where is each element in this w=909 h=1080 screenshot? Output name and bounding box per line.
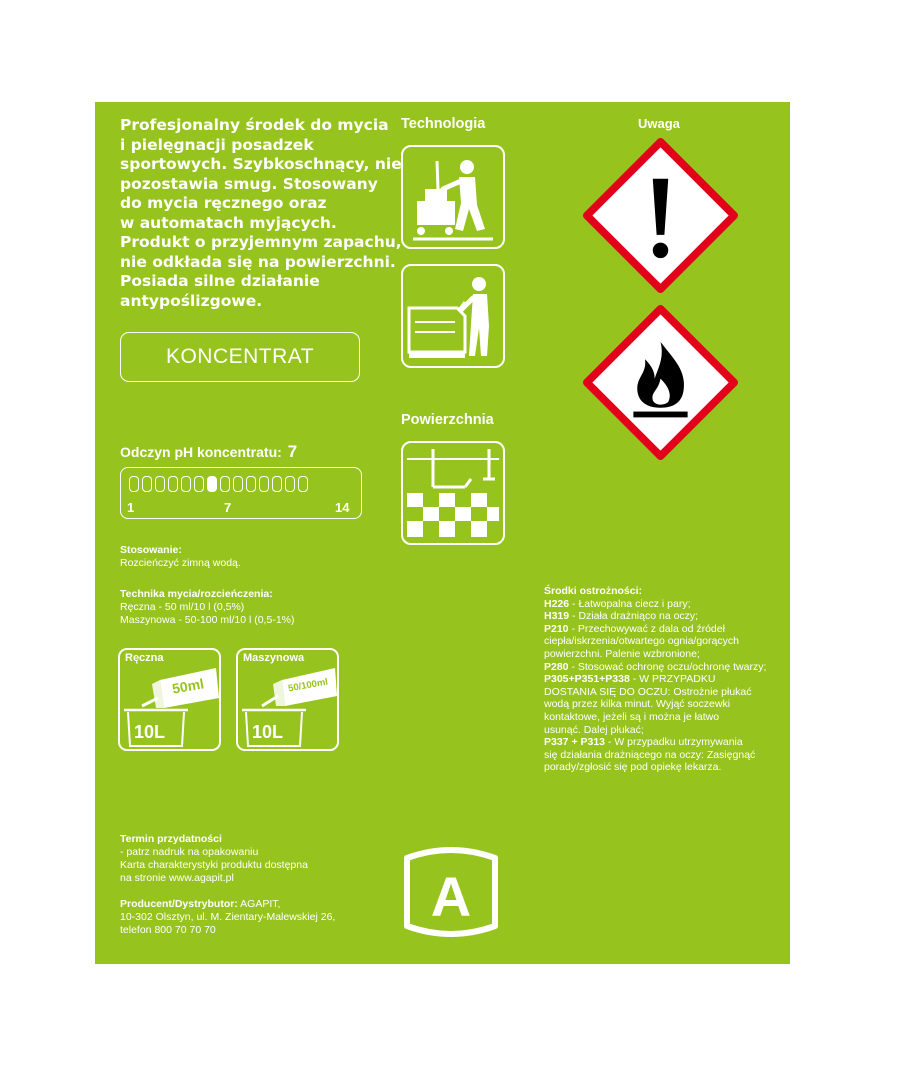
ph-scale [120, 467, 362, 519]
precaution-line [544, 648, 766, 661]
technologia-heading: Technologia [401, 116, 486, 132]
uwaga-heading: Uwaga [638, 116, 680, 131]
dosage-volume: 10L [134, 722, 166, 742]
producent-title: Producent/Dystrybutor: [120, 898, 238, 910]
stosowanie-section [120, 544, 241, 570]
precaution-code: P305+P351+P338 [544, 673, 630, 686]
ph-cell [220, 476, 230, 492]
technika-title: Technika mycia/rozcieńczenia: [120, 588, 273, 600]
precaution-code: H226 [544, 597, 570, 610]
precaution-line [544, 610, 766, 623]
termin-line: na stronie www.agapit.pl [120, 872, 234, 884]
description-line: sportowych. Szybkoschnący, nie [120, 155, 402, 173]
precaution-code: H319 [544, 610, 570, 623]
technika-section [120, 588, 295, 627]
dosage-label: Maszynowa [243, 652, 305, 664]
ph-cell [155, 476, 165, 492]
description-line: Produkt o przyjemnym zapachu, [120, 233, 402, 251]
precaution-text: - Działa drażniąco na oczy; [569, 610, 699, 623]
precaution-text: ciepła/iskrzenia/otwartego ognia/gorących [544, 635, 739, 648]
stosowanie-title: Stosowanie: [120, 544, 182, 556]
powierzchnia-heading: Powierzchnia [401, 412, 494, 428]
sports-floor-surface-icon [401, 441, 505, 545]
ph-cell [194, 476, 204, 492]
dosage-box-machine [236, 648, 339, 751]
koncentrat-badge: KONCENTRAT [120, 332, 360, 382]
logo-letter: A [430, 865, 472, 928]
precaution-line [544, 761, 766, 774]
precaution-text: - W PRZYPADKU [629, 673, 716, 686]
dosage-label: Ręczna [125, 652, 164, 664]
precaution-text: - Przechowywać z dala od źródeł [568, 622, 725, 635]
precautions-title [544, 585, 766, 598]
precaution-line [544, 686, 766, 699]
precaution-code: P280 [544, 660, 569, 673]
description-line: nie odkłada się na powierzchni. [120, 252, 396, 271]
precaution-code: P210 [544, 622, 569, 635]
producent-first-line [120, 898, 335, 911]
producent-line: 10-302 Olsztyn, ul. M. Zientary-Malewskiej 26, [120, 911, 336, 923]
dosage-box-manual [118, 648, 221, 751]
ph-cell [233, 476, 243, 492]
ph-cell [168, 476, 178, 492]
ph-cell [142, 476, 152, 492]
termin-line: Karta charakterystyki produktu dostępna [120, 859, 308, 871]
ph-cell [272, 476, 282, 492]
ph-scale-min: 1 [127, 500, 135, 515]
dosage-volume: 10L [252, 722, 284, 742]
exclamation-mark-icon [583, 138, 738, 293]
precaution-line [544, 736, 766, 749]
precaution-code: P337 + P313 [544, 736, 606, 749]
precaution-line [544, 623, 766, 636]
termin-title: Termin przydatności [120, 833, 222, 845]
precaution-text: powierzchni. Palenie wzbronione; [544, 647, 700, 660]
dosage-amount: 50/100ml [287, 676, 329, 695]
precaution-text: DOSTANIA SIĘ DO OCZU: Ostrożnie płukać [544, 685, 752, 698]
technika-line: Ręczna - 50 ml/10 l (0,5%) [120, 601, 245, 613]
precaution-text: - Stosować ochronę oczu/ochronę twarzy; [568, 660, 767, 673]
ph-scale-cells [129, 476, 308, 492]
description-line: i pielęgnacji posadzek [120, 135, 314, 154]
precaution-line [544, 673, 766, 686]
flame-icon [583, 305, 738, 460]
precaution-text: - W przypadku utrzymywania [605, 736, 743, 749]
precaution-text: kontaktowe, jeżeli są i można je łatwo [544, 710, 720, 723]
producent-name: AGAPIT, [237, 898, 281, 910]
precaution-text: porady/zgłosić się pod opiekę lekarza. [544, 761, 722, 774]
precaution-line [544, 661, 766, 674]
precaution-line [544, 749, 766, 762]
termin-section [120, 833, 308, 885]
floor-scrubber-machine-icon [401, 264, 505, 368]
agapit-logo [401, 842, 501, 942]
ph-cell-active [207, 476, 217, 492]
description-line: Profesjonalny środek do mycia [120, 116, 389, 134]
description-line: w automatach myjących. [120, 213, 337, 232]
ph-cell [259, 476, 269, 492]
stosowanie-text: Rozcieńczyć zimną wodą. [120, 557, 241, 569]
precaution-line [544, 698, 766, 711]
description-line: pozostawia smug. Stosowany [120, 174, 378, 193]
ph-cell [298, 476, 308, 492]
precautions-title-text: Środki ostrożności: [544, 585, 643, 597]
producent-line: telefon 800 70 70 70 [120, 924, 216, 936]
precaution-line [544, 724, 766, 737]
ph-title [120, 442, 297, 462]
precautions-section [544, 585, 766, 774]
precaution-text: - Łatwopalna ciecz i pary; [569, 597, 691, 610]
precaution-line [544, 598, 766, 611]
product-label [95, 102, 790, 964]
description-line: antypoślizgowe. [120, 291, 263, 310]
ph-cell [129, 476, 139, 492]
ph-cell [285, 476, 295, 492]
precaution-text: się działania drażniącego na oczy: Zasięgnąć [544, 748, 756, 761]
ph-scale-max: 14 [335, 500, 350, 515]
description-line: do mycia ręcznego oraz [120, 194, 327, 212]
ph-title-text: Odczyn pH koncentratu: [120, 444, 282, 460]
precaution-text: wodą przez kilka minut. Wyjąć soczewki [544, 698, 731, 711]
ph-value: 7 [287, 442, 298, 461]
ph-cell [181, 476, 191, 492]
ph-cell [246, 476, 256, 492]
manual-mopping-icon [401, 145, 505, 249]
product-description [120, 116, 402, 311]
technika-line: Maszynowa - 50-100 ml/10 l (0,5-1%) [120, 614, 295, 626]
precaution-line [544, 711, 766, 724]
producent-section [120, 898, 335, 937]
precaution-line [544, 635, 766, 648]
dosage-amount: 50ml [170, 675, 206, 697]
termin-line: - patrz nadruk na opakowaniu [120, 846, 259, 858]
ph-scale-mid: 7 [224, 500, 232, 515]
precaution-text: usunąć. Dalej płukać; [544, 723, 644, 736]
description-line: Posiada silne działanie [120, 272, 320, 290]
